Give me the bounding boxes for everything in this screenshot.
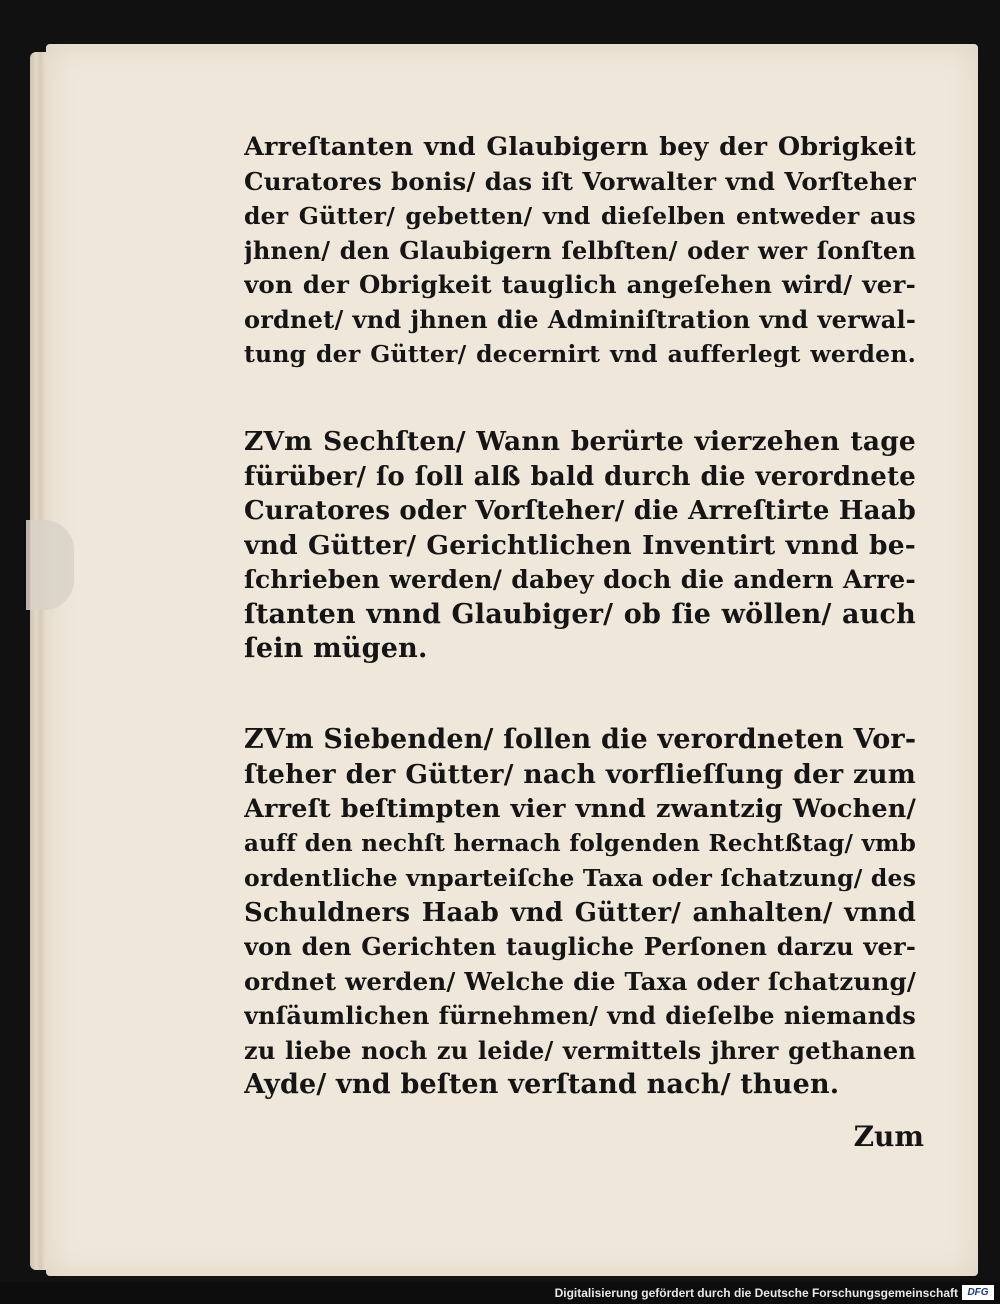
text-line: Arreſt beſtimpten vier vnnd zwantzig Wochen/ <box>244 794 916 824</box>
text-line: ZVm Siebenden/ ſollen die verordneten Vor- <box>244 724 916 755</box>
text-line: ſteher der Gütter/ nach vorflieſſung der zum <box>244 758 916 790</box>
text-line: ordnet/ vnd jhnen die Adminiſtration vnd verwal- <box>244 304 916 334</box>
text-line: vnd Gütter/ Gerichtlichen Inventirt vnnd be- <box>244 529 916 561</box>
text-line: vnſäumlichen fürnehmen/ vnd dieſelbe niemands <box>244 1001 916 1030</box>
catchword: Zum <box>853 1120 924 1153</box>
text-line: jhnen/ den Glaubigern ſelbſten/ oder wer ſonſten <box>244 235 916 265</box>
paragraph-1 <box>244 130 916 372</box>
text-line: Arreſtanten vnd Glaubigern bey der Obrigkeit <box>244 132 916 162</box>
text-line: von den Gerichten taugliche Perſonen darzu ver- <box>244 932 916 961</box>
dfg-logo-icon: DFG <box>962 1285 994 1300</box>
text-line: ſtanten vnnd Glaubiger/ ob ſie wöllen/ auch <box>244 598 916 630</box>
text-line: ZVm Sechſten/ Wann berürte vierzehen tage <box>244 426 916 457</box>
text-line: von der Obrigkeit tauglich angeſehen wird/ ver- <box>244 270 916 299</box>
text-line: Curatores oder Vorſteher/ die Arreſtirte Haab <box>244 496 916 526</box>
funding-credit: Digitalisierung gefördert durch die Deutsche Forschungsgemeinschaft <box>554 1286 958 1300</box>
text-line: zu liebe noch zu leide/ vermittels jhrer gethanen <box>244 1035 916 1065</box>
paragraph-2 <box>244 425 916 667</box>
text-line: auff den nechſt hernach folgenden Rechtßtag/ vmb <box>244 829 916 857</box>
text-line: Ayde/ vnd beſten verſtand nach/ thuen. <box>244 1069 840 1100</box>
text-line: der Gütter/ gebetten/ vnd dieſelben entweder aus <box>244 202 916 230</box>
text-line: ſchrieben werden/ dabey doch die andern Arre- <box>244 565 916 594</box>
text-line: fürüber/ ſo ſoll alß bald durch die verordnete <box>244 461 916 492</box>
page-tab <box>26 520 74 610</box>
paragraph-3 <box>244 723 916 1103</box>
text-line: tung der Gütter/ decernirt vnd aufferlegt werden. <box>244 340 916 368</box>
text-line: Curatores bonis/ das iſt Vorwalter vnd Vorſteher <box>244 166 916 196</box>
text-line: Schuldners Haab vnd Gütter/ anhalten/ vnnd <box>244 897 916 928</box>
text-line: ordentliche vnparteiſche Taxa oder ſchatzung/ des <box>244 864 916 892</box>
text-line: ſein mügen. <box>244 633 428 664</box>
text-line: ordnet werden/ Welche die Taxa oder ſchatzung/ <box>244 966 916 996</box>
